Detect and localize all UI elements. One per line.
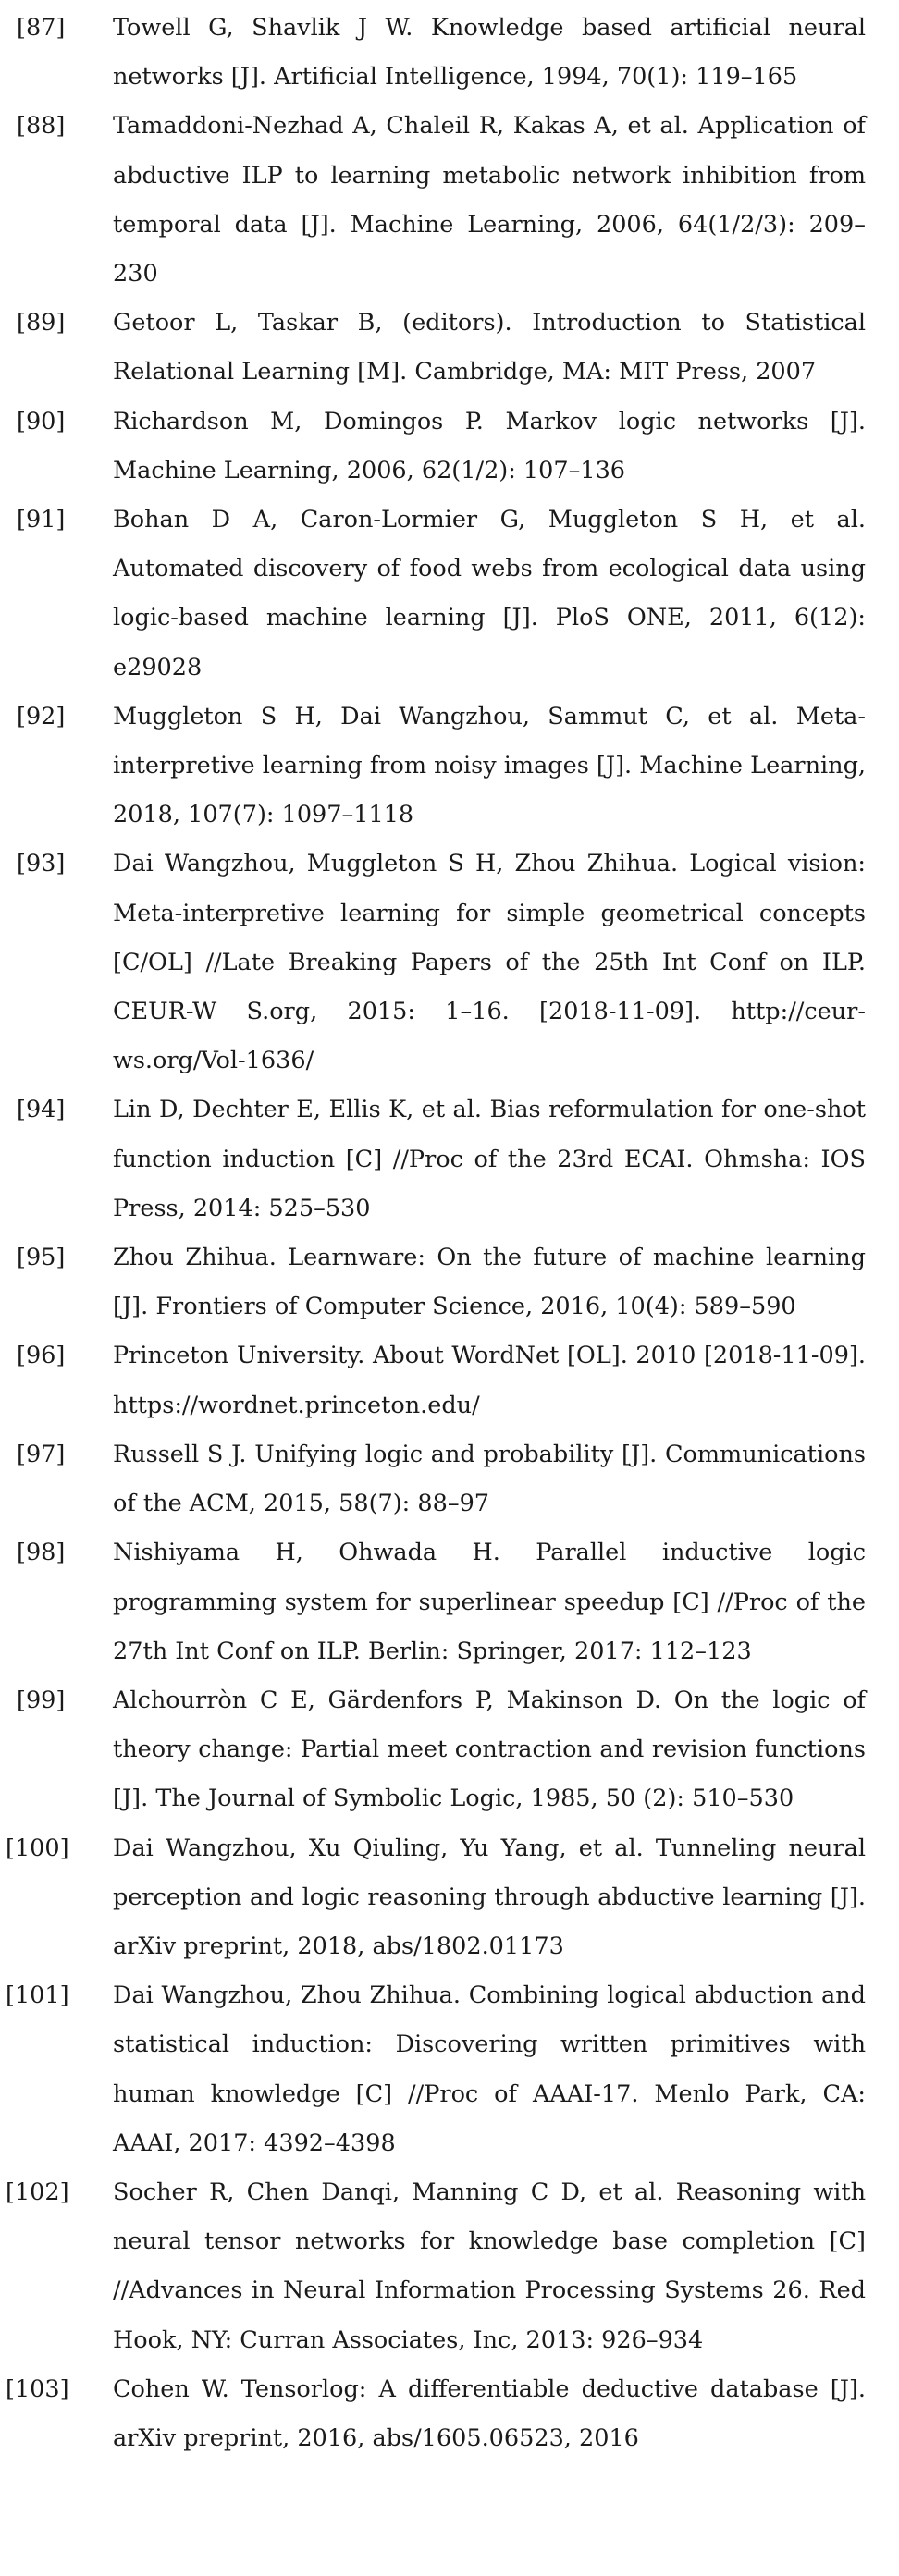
reference-number: [97] [17, 1440, 66, 1468]
reference-text: Muggleton S H, Dai Wangzhou, Sammut C, et al. Meta-interpretive learning from noisy images [J]. Machine Learning, 2018, 107(7): 1097–1118 [113, 702, 866, 829]
reference-text: Zhou Zhihua. Learnware: On the future of machine learning [J]. Frontiers of Computer Science, 2016, 10(4): 589–590 [113, 1244, 866, 1321]
reference-item-94 [0, 1086, 899, 1233]
reference-item-89 [0, 299, 899, 397]
reference-text: Dai Wangzhou, Muggleton S H, Zhou Zhihua. Logical vision: Meta-interpretive learning for simple geometrical concepts [C/OL] //Late Breaking Papers of the 25th Int Conf on ILP. CEUR-W S.org, 2015: 1–16. [2018-11-09]. http://ceur-ws.org/Vol-1636/ [113, 850, 866, 1075]
reference-number: [93] [17, 850, 66, 878]
reference-number: [88] [17, 112, 66, 141]
reference-text: Cohen W. Tensorlog: A differentiable deductive database [J]. arXiv preprint, 2016, abs/1605.06523, 2016 [113, 2374, 866, 2452]
reference-number: [96] [17, 1342, 66, 1370]
reference-item-88 [0, 102, 899, 299]
reference-number: [100] [6, 1834, 69, 1862]
reference-number: [98] [17, 1539, 66, 1567]
reference-item-87 [0, 4, 899, 102]
reference-number: [92] [17, 702, 66, 730]
reference-item-96 [0, 1331, 899, 1429]
reference-item-99 [0, 1676, 899, 1824]
reference-text: Nishiyama H, Ohwada H. Parallel inductive logic programming system for superlinear speedup [C] //Proc of the 27th Int Conf on ILP. Berlin: Springer, 2017: 112–123 [113, 1539, 866, 1665]
reference-text: Richardson M, Domingos P. Markov logic networks [J]. Machine Learning, 2006, 62(1/2): 107–136 [113, 407, 866, 485]
reference-text: Socher R, Chen Danqi, Manning C D, et al. Reasoning with neural tensor networks for knowledge base completion [C] //Advances in Neural Information Processing Systems 26. Red Hook, NY: Curran Associates, Inc, 2013: 926–934 [113, 2177, 866, 2354]
reference-number: [101] [6, 1981, 69, 2010]
reference-item-90 [0, 398, 899, 496]
reference-number: [91] [17, 506, 66, 534]
reference-number: [102] [6, 2177, 69, 2206]
reference-item-93 [0, 840, 899, 1086]
reference-text: Russell S J. Unifying logic and probability [J]. Communications of the ACM, 2015, 58(7): 88–97 [113, 1440, 866, 1518]
reference-list [0, 4, 899, 2463]
reference-text: Getoor L, Taskar B, (editors). Introduction to Statistical Relational Learning [M]. Cambridge, MA: MIT Press, 2007 [113, 309, 866, 386]
reference-item-97 [0, 1430, 899, 1528]
reference-item-103 [0, 2365, 899, 2463]
reference-number: [87] [17, 14, 66, 42]
reference-text: Dai Wangzhou, Zhou Zhihua. Combining logical abduction and statistical induction: Discovering written primitives with human knowledge [C] //Proc of AAAI-17. Menlo Park, CA: AAAI, 2017: 4392–4398 [113, 1981, 866, 2157]
reference-number: [95] [17, 1244, 66, 1272]
reference-item-95 [0, 1233, 899, 1331]
reference-item-92 [0, 693, 899, 840]
reference-text: Alchourròn C E, Gärdenfors P, Makinson D. On the logic of theory change: Partial meet contraction and revision functions [J]. The Journal of Symbolic Logic, 1985, 50 (2): 510–530 [113, 1686, 866, 1813]
reference-text: Towell G, Shavlik J W. Knowledge based artificial neural networks [J]. Artificial Intelligence, 1994, 70(1): 119–165 [113, 14, 866, 92]
reference-text: Lin D, Dechter E, Ellis K, et al. Bias reformulation for one-shot function induction [C] //Proc of the 23rd ECAI. Ohmsha: IOS Press, 2014: 525–530 [113, 1096, 866, 1222]
reference-number: [94] [17, 1096, 66, 1124]
reference-text: Bohan D A, Caron-Lormier G, Muggleton S H, et al. Automated discovery of food webs from ecological data using logic-based machine learning [J]. PloS ONE, 2011, 6(12): e29028 [113, 506, 866, 681]
reference-number: [103] [6, 2374, 69, 2403]
reference-item-102 [0, 2168, 899, 2365]
reference-item-101 [0, 1971, 899, 2168]
reference-text: Princeton University. About WordNet [OL]. 2010 [2018-11-09]. https://wordnet.princeton.edu/ [113, 1342, 866, 1419]
reference-text: Dai Wangzhou, Xu Qiuling, Yu Yang, et al. Tunneling neural perception and logic reasoning through abductive learning [J]. arXiv preprint, 2018, abs/1802.01173 [113, 1834, 866, 1960]
reference-item-100 [0, 1824, 899, 1972]
reference-item-91 [0, 496, 899, 693]
reference-number: [99] [17, 1686, 66, 1714]
reference-text: Tamaddoni-Nezhad A, Chaleil R, Kakas A, et al. Application of abductive ILP to learning metabolic network inhibition from temporal data [J]. Machine Learning, 2006, 64(1/2/3): 209–230 [113, 112, 866, 288]
reference-item-98 [0, 1528, 899, 1676]
reference-number: [89] [17, 309, 66, 337]
reference-number: [90] [17, 407, 66, 435]
